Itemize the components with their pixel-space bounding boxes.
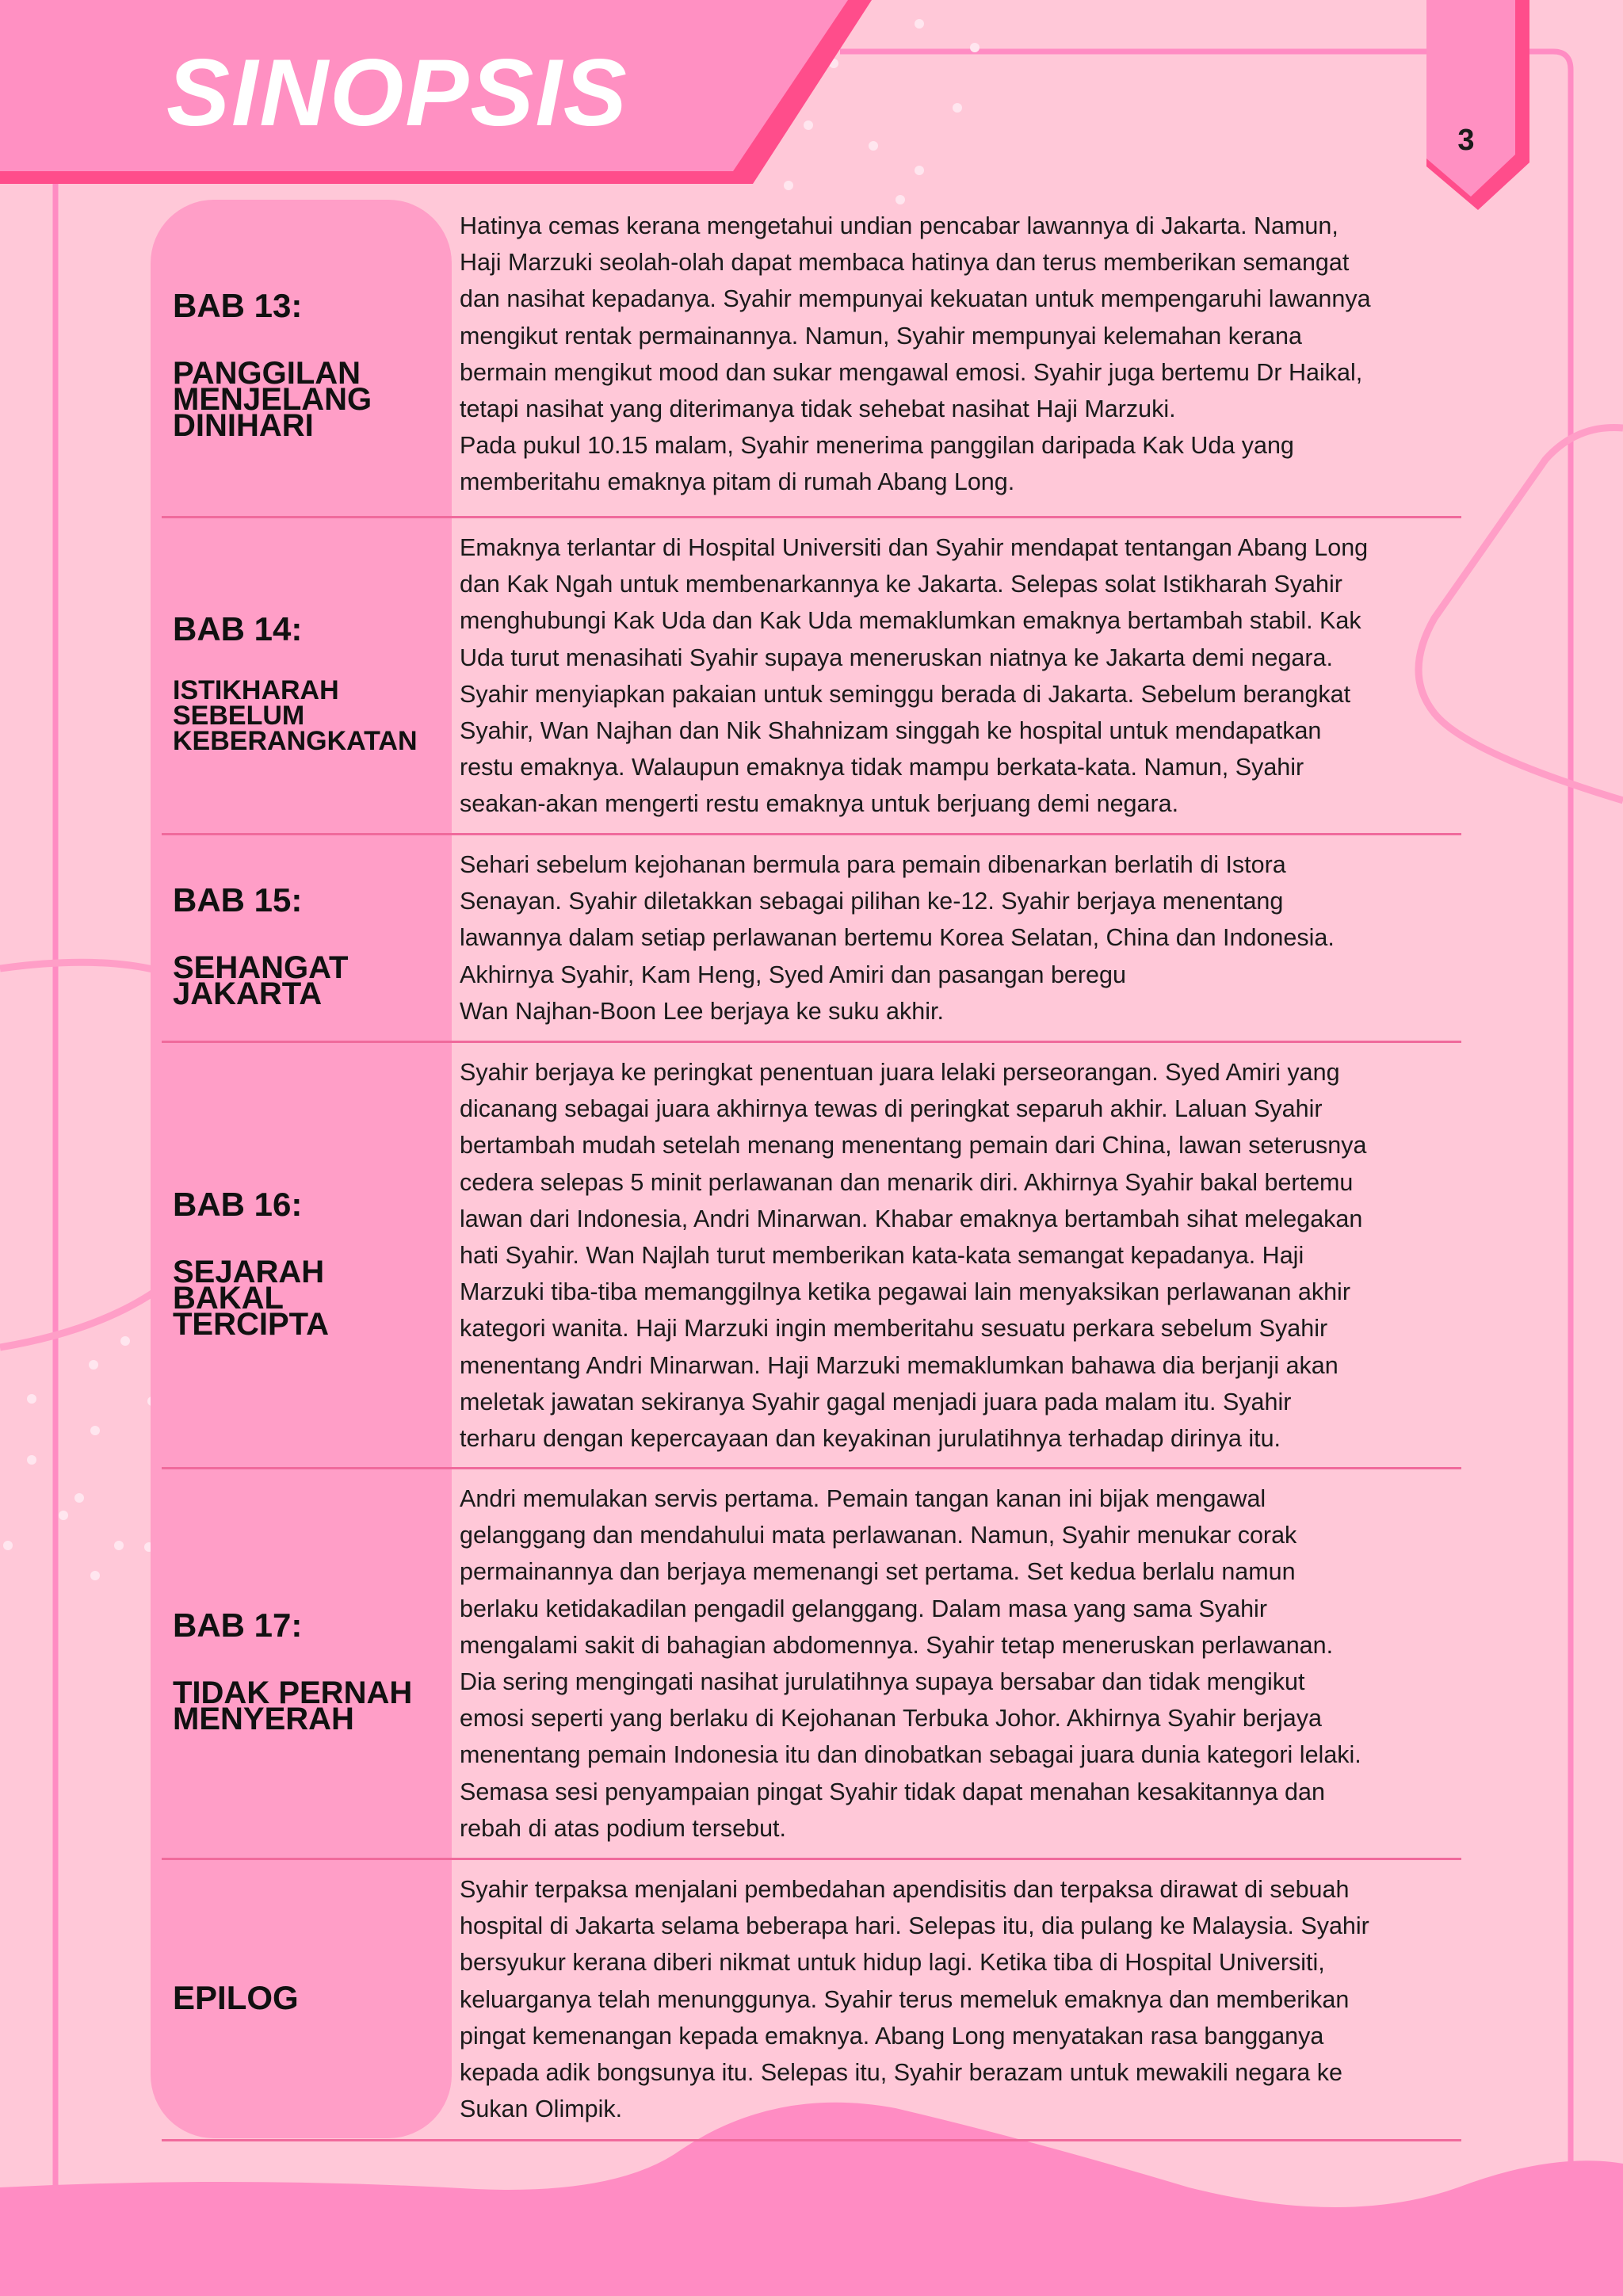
chapter-synopsis: Emaknya terlantar di Hospital Universiti dan Syahir mendapat tentangan Abang Long dan Kak Ngah untuk membenarkannya ke Jakarta. Selepas solat Istikharah Syahir menghubungi Kak Uda dan Kak Uda memaklumkan emaknya bertambah stabil. Kak Uda turut menasihati Syahir supaya meneruskan niatnya ke Jakarta demi negara. Syahir menyiapkan pakaian untuk seminggu berada di Jakarta. Sebelum berangkat Syahir, Wan Najhan dan Nik Shahnizam singgah ke hospital untuk mendapatkan restu emaknya. Walaupun emaknya tidak mampu berkata-kata. Namun, Syahir seakan-akan mengerti restu emaknya untuk berjuang demi negara.	[460, 534, 1369, 818]
chapter-section	[162, 1480, 1461, 1858]
chapter-title-line: SEJARAH	[173, 1254, 325, 1289]
chapter-synopsis: Hatinya cemas kerana mengetahui undian pencabar lawannya di Jakarta. Namun, Haji Marzuki seolah-olah dapat membaca hatinya dan terus memberikan semangat dan nasihat kepadanya. Syahir mempunyai kekuatan untuk mempengaruhi lawannya mengikut rentak permainannya. Namun, Syahir mempunyai kelemahan kerana bermain mengikut mood dan sukar mengawal emosi. Syahir juga bertemu Dr Haikal, tetapi nasihat yang diterimanya tidak sehebat nasihat Haji Marzuki. Pada pukul 10.15 malam, Syahir menerima panggilan daripada Kak Uda yang memberitahu emaknya pitam di rumah Abang Long.	[460, 212, 1371, 496]
chapter-section	[162, 846, 1461, 1041]
section-divider	[162, 833, 1461, 835]
chapter-synopsis: Sehari sebelum kejohanan bermula para pemain dibenarkan berlatih di Istora Senayan. Syahir diletakkan sebagai pilihan ke-12. Syahir berjaya menentang lawannya dalam setiap perlawanan bertemu Korea Selatan, China dan Indonesia. Akhirnya Syahir, Kam Heng, Syed Amiri dan pasangan beregu Wan Najhan-Boon Lee berjaya ke suku akhir.	[460, 851, 1335, 1025]
chapter-section	[162, 529, 1461, 834]
chapter-title-line: KEBERANGKATAN	[173, 726, 418, 756]
chapter-section	[162, 1054, 1461, 1468]
section-divider	[162, 2139, 1461, 2141]
chapter-label	[173, 208, 458, 517]
chapter-title-line: ISTIKHARAH	[173, 675, 339, 705]
chapter-synopsis: Syahir terpaksa menjalani pembedahan apendisitis dan terpaksa dirawat di sebuah hospital di Jakarta selama beberapa hari. Selepas itu, dia pulang ke Malaysia. Syahir bersyukur kerana diberi nikmat untuk hidup lagi. Ketika tiba di Hospital Universiti, keluarganya telah menunggunya. Syahir terus memeluk emaknya dan memberikan pingat kemenangan kepada emaknya. Abang Long menyatakan rasa bangganya kepada adik bongsunya itu. Selepas itu, Syahir berazam untuk mewakili negara ke Sukan Olimpik.	[460, 1876, 1369, 2123]
chapter-title-line: MENJELANG	[173, 381, 372, 417]
chapter-title-line: JAKARTA	[173, 976, 323, 1011]
chapter-title-line: PANGGILAN	[173, 355, 361, 391]
chapter-number: BAB 16:	[173, 1185, 303, 1223]
chapter-title-line: MENYERAH	[173, 1702, 354, 1736]
section-divider	[162, 1041, 1461, 1043]
chapter-synopsis: Andri memulakan servis pertama. Pemain tangan kanan ini bijak mengawal gelanggang dan mendahului mata perlawanan. Namun, Syahir menukar corak permainannya dan berjaya memenangi set pertama. Set kedua berlalu namun berlaku ketidakadilan pengadil gelanggang. Dalam masa yang sama Syahir mengalami sakit di bahagian abdomennya. Syahir tetap meneruskan perlawanan. Dia sering mengingati nasihat jurulatihnya supaya bersabar dan tidak mengikut emosi seperti yang berlaku di Kejohanan Terbuka Johor. Akhirnya Syahir berjaya menentang pemain Indonesia itu dan dinobatkan sebagai juara dunia kategori lelaki. Semasa sesi penyampaian pingat Syahir tidak dapat menahan kesakitannya dan rebah di atas podium tersebut.	[460, 1485, 1361, 1842]
chapter-number: BAB 13:	[173, 286, 303, 324]
page-title: SINOPSIS	[166, 40, 628, 146]
chapter-synopsis: Syahir berjaya ke peringkat penentuan juara lelaki perseorangan. Syed Amiri yang dicanang sebagai juara akhirnya tewas di peringkat separuh akhir. Laluan Syahir bertambah mudah setelah menang menentang pemain dari China, lawan seterusnya cedera selepas 5 minit perlawanan dan menarik diri. Akhirnya Syahir bakal bertemu lawan dari Indonesia, Andri Minarwan. Khabar emaknya bertambah sihat melegakan hati Syahir. Wan Najlah turut memberikan kata-kata semangat kepadanya. Haji Marzuki tiba-tiba memanggilnya ketika pegawai lain menyaksikan perlawanan akhir kategori wanita. Haji Marzuki ingin memberitahu sesuatu perkara sebelum Syahir menentang Andri Minarwan. Haji Marzuki memaklumkan bahawa dia berjanji akan meletak jawatan sekiranya Syahir gagal menjadi juara pada malam itu. Syahir terharu dengan kepercayaan dan keyakinan jurulatihnya terhadap dirinya itu.	[460, 1059, 1367, 1453]
page-number: 3	[1457, 124, 1475, 157]
section-divider	[162, 516, 1461, 518]
chapter-label	[173, 1480, 458, 1858]
chapter-label	[173, 1054, 458, 1468]
chapter-title-line: SEBELUM	[173, 701, 305, 731]
chapter-section	[162, 208, 1461, 517]
section-divider	[162, 1467, 1461, 1469]
chapter-number: BAB 14:	[173, 610, 303, 648]
chapter-title-line: TIDAK PERNAH	[173, 1675, 413, 1710]
chapter-section	[162, 1871, 1461, 2136]
chapter-label	[173, 846, 458, 1041]
chapter-label	[173, 1871, 458, 2125]
chapter-label	[173, 529, 458, 834]
chapter-title-line: BAKAL	[173, 1280, 284, 1316]
chapter-number: BAB 17:	[173, 1606, 303, 1644]
section-divider	[162, 1858, 1461, 1860]
chapter-title-line: DINIHARI	[173, 407, 314, 443]
chapter-number: EPILOG	[173, 1979, 299, 2016]
chapter-title-line: TERCIPTA	[173, 1306, 330, 1342]
chapter-number: BAB 15:	[173, 881, 303, 919]
chapter-title-line: SEHANGAT	[173, 950, 349, 985]
